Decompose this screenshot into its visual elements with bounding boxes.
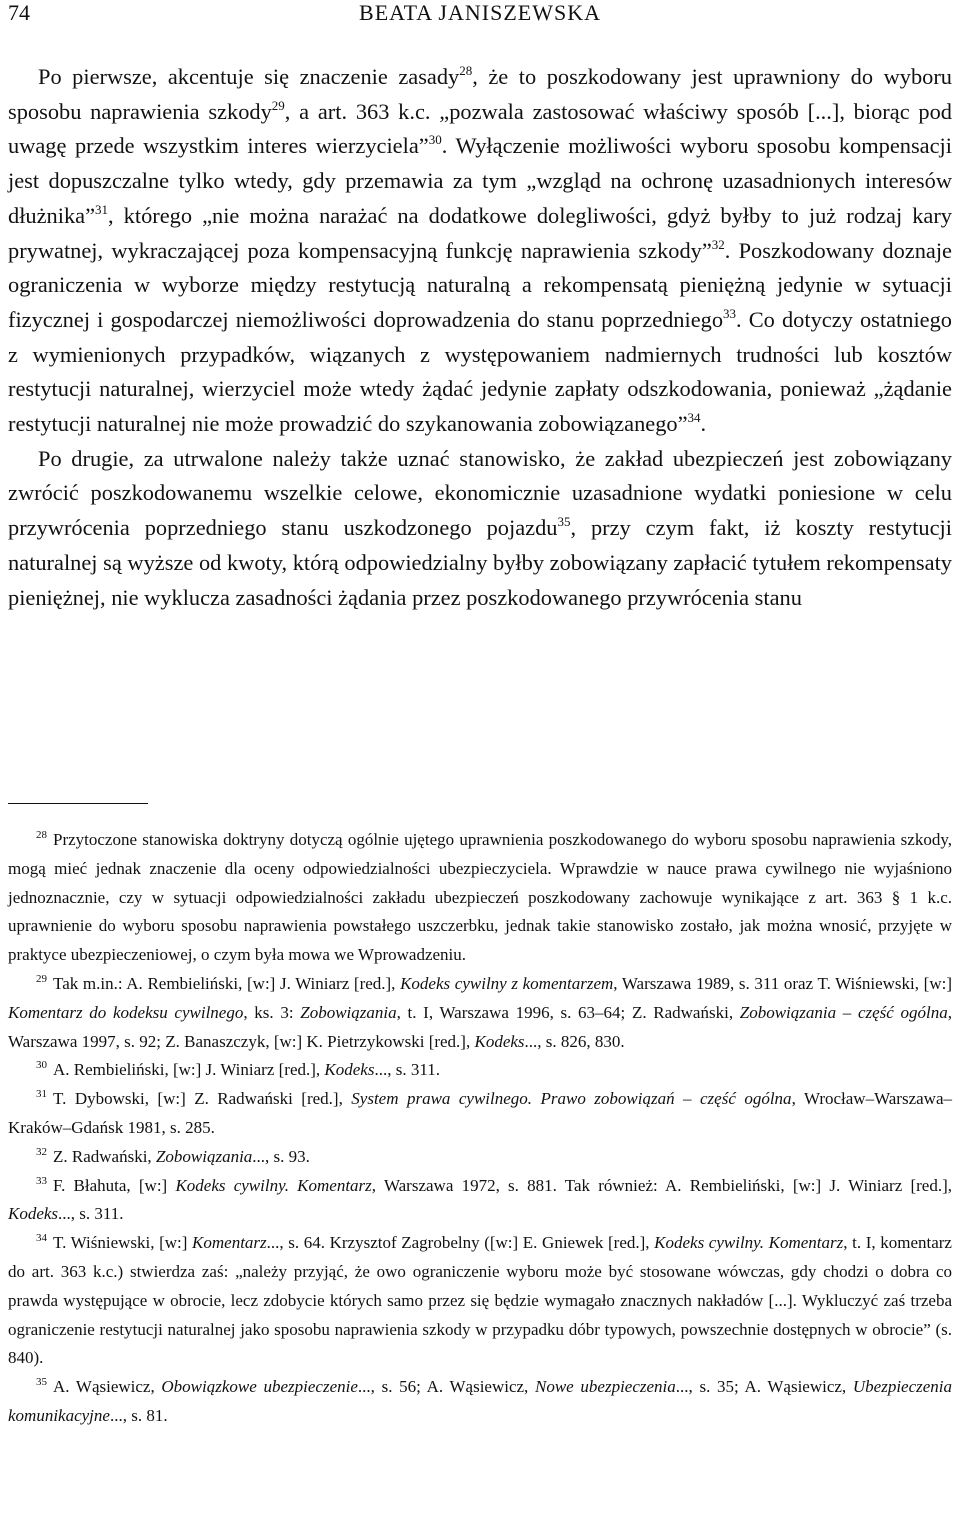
footnote-text: Z. Radwański, [53, 1146, 156, 1166]
citation-title: Komentarz [192, 1233, 267, 1253]
text-run: . Poszkodowany doznaje ograniczenia w wyborze między restytucją naturalną a rekompensatą pieniężną jedynie w sytuacji fizycznej i gospodarczej niemożliwości doprowadzenia do stanu poprzedniego [8, 237, 952, 332]
footnote-text: , Warszawa 1997, s. 92; Z. Banaszczyk, [w:] K. Pietrzykowski [red.], [8, 1002, 952, 1051]
footnote-number: 33 [36, 1174, 47, 1187]
footnote-text: Tak m.in.: A. Rembieliński, [w:] J. Winiarz [red.], [53, 973, 401, 993]
text-run: . Co dotyczy ostatniego z wymienionych przypadków, wiązanych z występowaniem nadmiernych trudności lub kosztów restytucji naturalnej, wierzyciel może wtedy żądać jedynie zapłaty odszkodowania, ponieważ „żądanie restytucji naturalnej nie może prowadzić do szykanowania zobowiązanego” [8, 306, 953, 437]
text-run: , a art. 363 k.c. „pozwala zastosować właściwy sposób [...], biorąc pod uwagę przede wszystkim interes wierzyciela” [8, 98, 952, 159]
footnote-number: 32 [36, 1145, 47, 1158]
footnote-text: ..., s. 93. [252, 1146, 310, 1166]
footnote-text: ..., s. 56; A. Wąsiewicz, [357, 1377, 535, 1397]
citation-title: Kodeks cywilny z komentarzem [400, 973, 614, 993]
footnote-33 [8, 1172, 952, 1230]
footnote-ref-33[interactable]: 33 [723, 305, 737, 321]
footnote-text: ..., s. 35; A. Wąsiewicz, [675, 1377, 853, 1397]
footnote-ref-29[interactable]: 29 [271, 97, 285, 113]
footnote-text: ..., s. 311. [374, 1060, 440, 1080]
citation-title: Zobowiązania [155, 1146, 253, 1166]
main-text [8, 60, 952, 615]
footnote-28 [8, 826, 952, 970]
footnote-number: 29 [36, 972, 47, 985]
footnote-number: 34 [36, 1232, 47, 1245]
page-header [8, 0, 952, 30]
footnote-text: , t. I, komentarz do art. 363 k.c.) stwierdza zaś: „należy przyjąć, że owo ograniczenie wyboru może być stosowane wówczas, gdy chodzi o dobra co prawda występujące w obrocie, lecz zdobycie których samo przez się będzie wymagało znacznych nakładów [...]. Wykluczyć zaś trzeba ograniczenie restytucji naturalnej jako sposobu naprawienia szkody w przypadku dóbr typowych, powszechnie dostępnych w obrocie” (s. 840). [8, 1233, 952, 1368]
footnote-text: ..., s. 311. [58, 1204, 124, 1224]
citation-title: Kodeks [324, 1060, 375, 1080]
footnote-ref-34[interactable]: 34 [687, 410, 701, 426]
footnote-text: T. Wiśniewski, [w:] [53, 1233, 193, 1253]
text-run: . [700, 411, 707, 437]
footnote-ref-28[interactable]: 28 [459, 63, 473, 78]
footnote-text: , Warszawa 1989, s. 311 oraz T. Wiśniewski, [w:] [613, 973, 952, 993]
footnote-35 [8, 1373, 952, 1431]
citation-title: Zobowiązania – część ogólna [739, 1002, 948, 1022]
footnote-34 [8, 1229, 952, 1373]
citation-title: Nowe ubezpieczenia [535, 1377, 676, 1397]
footnote-30 [8, 1056, 952, 1085]
footnote-31 [8, 1085, 952, 1143]
text-run: , że to poszkodowany jest uprawniony do wyboru sposobu naprawienia szkody [8, 64, 952, 124]
footnote-number: 30 [36, 1059, 47, 1072]
footnote-text: , ks. 3: [243, 1002, 301, 1022]
footnote-ref-30[interactable]: 30 [428, 132, 442, 148]
footnote-text: ..., s. 826, 830. [524, 1031, 625, 1051]
footnote-number: 28 [36, 829, 47, 841]
citation-title: Obowiązkowe ubezpieczenie [161, 1377, 358, 1397]
text-run: Po drugie, za utrwalone należy także uznać stanowisko, że zakład ubezpieczeń jest zobowiązany zwrócić poszkodowanemu wszelkie celowe, ekonomicznie uzasadnione wydatki poniesione w celu przywrócenia poprzedniego stanu uszkodzonego pojazdu [8, 445, 952, 541]
footnote-text: A. Wąsiewicz, [53, 1377, 162, 1397]
running-head: BEATA JANISZEWSKA [359, 0, 601, 25]
footnote-29 [8, 970, 952, 1056]
footnote-text: ..., s. 64. Krzysztof Zagrobelny ([w:] E. Gniewek [red.], [266, 1233, 655, 1253]
footnote-text: A. Rembieliński, [w:] J. Winiarz [red.], [53, 1060, 325, 1080]
citation-title: Kodeks [474, 1031, 525, 1051]
citation-title: Ubezpieczenia komunikacyjne [8, 1377, 953, 1425]
citation-title: System prawa cywilnego. Prawo zobowiązań – część ogólna [351, 1089, 792, 1109]
footnote-text: F. Błahuta, [w:] [53, 1175, 176, 1195]
text-run: , przy czym fakt, iż koszty restytucji naturalnej są wyższe od kwoty, którą odpowiedzialny byłby zobowiązany zapłacić tytułem rekompensaty pieniężnej, nie wyklucza zasadności żądania przez poszkodowanego przywrócenia stanu [8, 515, 952, 610]
footnote-text: Przytoczone stanowiska doktryny dotyczą ogólnie ujętego uprawnienia poszkodowanego do wyboru sposobu naprawienia szkody, mogą mieć jednak znaczenie dla oceny odpowiedzialności ubezpieczyciela. Wprawdzie w nauce prawa cywilnego nie wyjaśniono jednoznacznie, czy w sytuacji odpowiedzialności zakładu ubezpieczeń poszkodowany zachowuje wynikające z art. 363 § 1 k.c. uprawnienie do wyboru sposobu naprawienia powstałego uszczerbku, jednak takie stanowisko zostało, jak można wnosić, przyjęte w praktyce ubezpieczeniowej, o czym była mowa we Wprowadzeniu. [8, 830, 952, 965]
footnote-ref-31[interactable]: 31 [95, 201, 109, 217]
footnote-number: 35 [36, 1376, 47, 1389]
citation-title: Kodeks cywilny. Komentarz [175, 1175, 372, 1195]
footnotes [8, 826, 952, 1431]
footnote-text: T. Dybowski, [w:] Z. Radwański [red.], [53, 1089, 352, 1109]
citation-title: Komentarz do kodeksu cywilnego [8, 1002, 244, 1022]
paragraph-1 [8, 60, 952, 442]
citation-title: Kodeks cywilny. Komentarz [654, 1233, 844, 1253]
text-run: Po pierwsze, akcentuje się znaczenie zasady [38, 64, 460, 89]
footnote-ref-32[interactable]: 32 [711, 236, 725, 252]
citation-title: Kodeks [8, 1204, 59, 1224]
page-number: 74 [8, 0, 30, 25]
footnote-number: 31 [36, 1088, 47, 1101]
footnote-text: , t. I, Warszawa 1996, s. 63–64; Z. Radwański, [396, 1002, 740, 1022]
footnote-separator [8, 803, 148, 804]
footnote-text: , Warszawa 1972, s. 881. Tak również: A. Rembieliński, [w:] J. Winiarz [red.], [371, 1175, 952, 1195]
text-run: , którego „nie można narażać na dodatkowe dolegliwości, gdyż byłby to już rodzaj kary prywatnej, wykraczającej poza kompensacyjną funkcję naprawienia szkody” [8, 202, 952, 263]
footnote-ref-35[interactable]: 35 [557, 514, 571, 530]
footnote-32 [8, 1143, 952, 1172]
text-run: . Wyłączenie możliwości wyboru sposobu kompensacji jest dopuszczalne tylko wtedy, gdy przemawia za tym „wzgląd na ochronę uzasadnionych interesów dłużnika” [8, 133, 952, 228]
footnote-text: ..., s. 81. [109, 1405, 168, 1425]
citation-title: Zobowiązania [300, 1002, 397, 1022]
paragraph-2 [8, 442, 952, 616]
footnote-text: , Wrocław–Warszawa–Kraków–Gdańsk 1981, s. 285. [8, 1089, 952, 1137]
